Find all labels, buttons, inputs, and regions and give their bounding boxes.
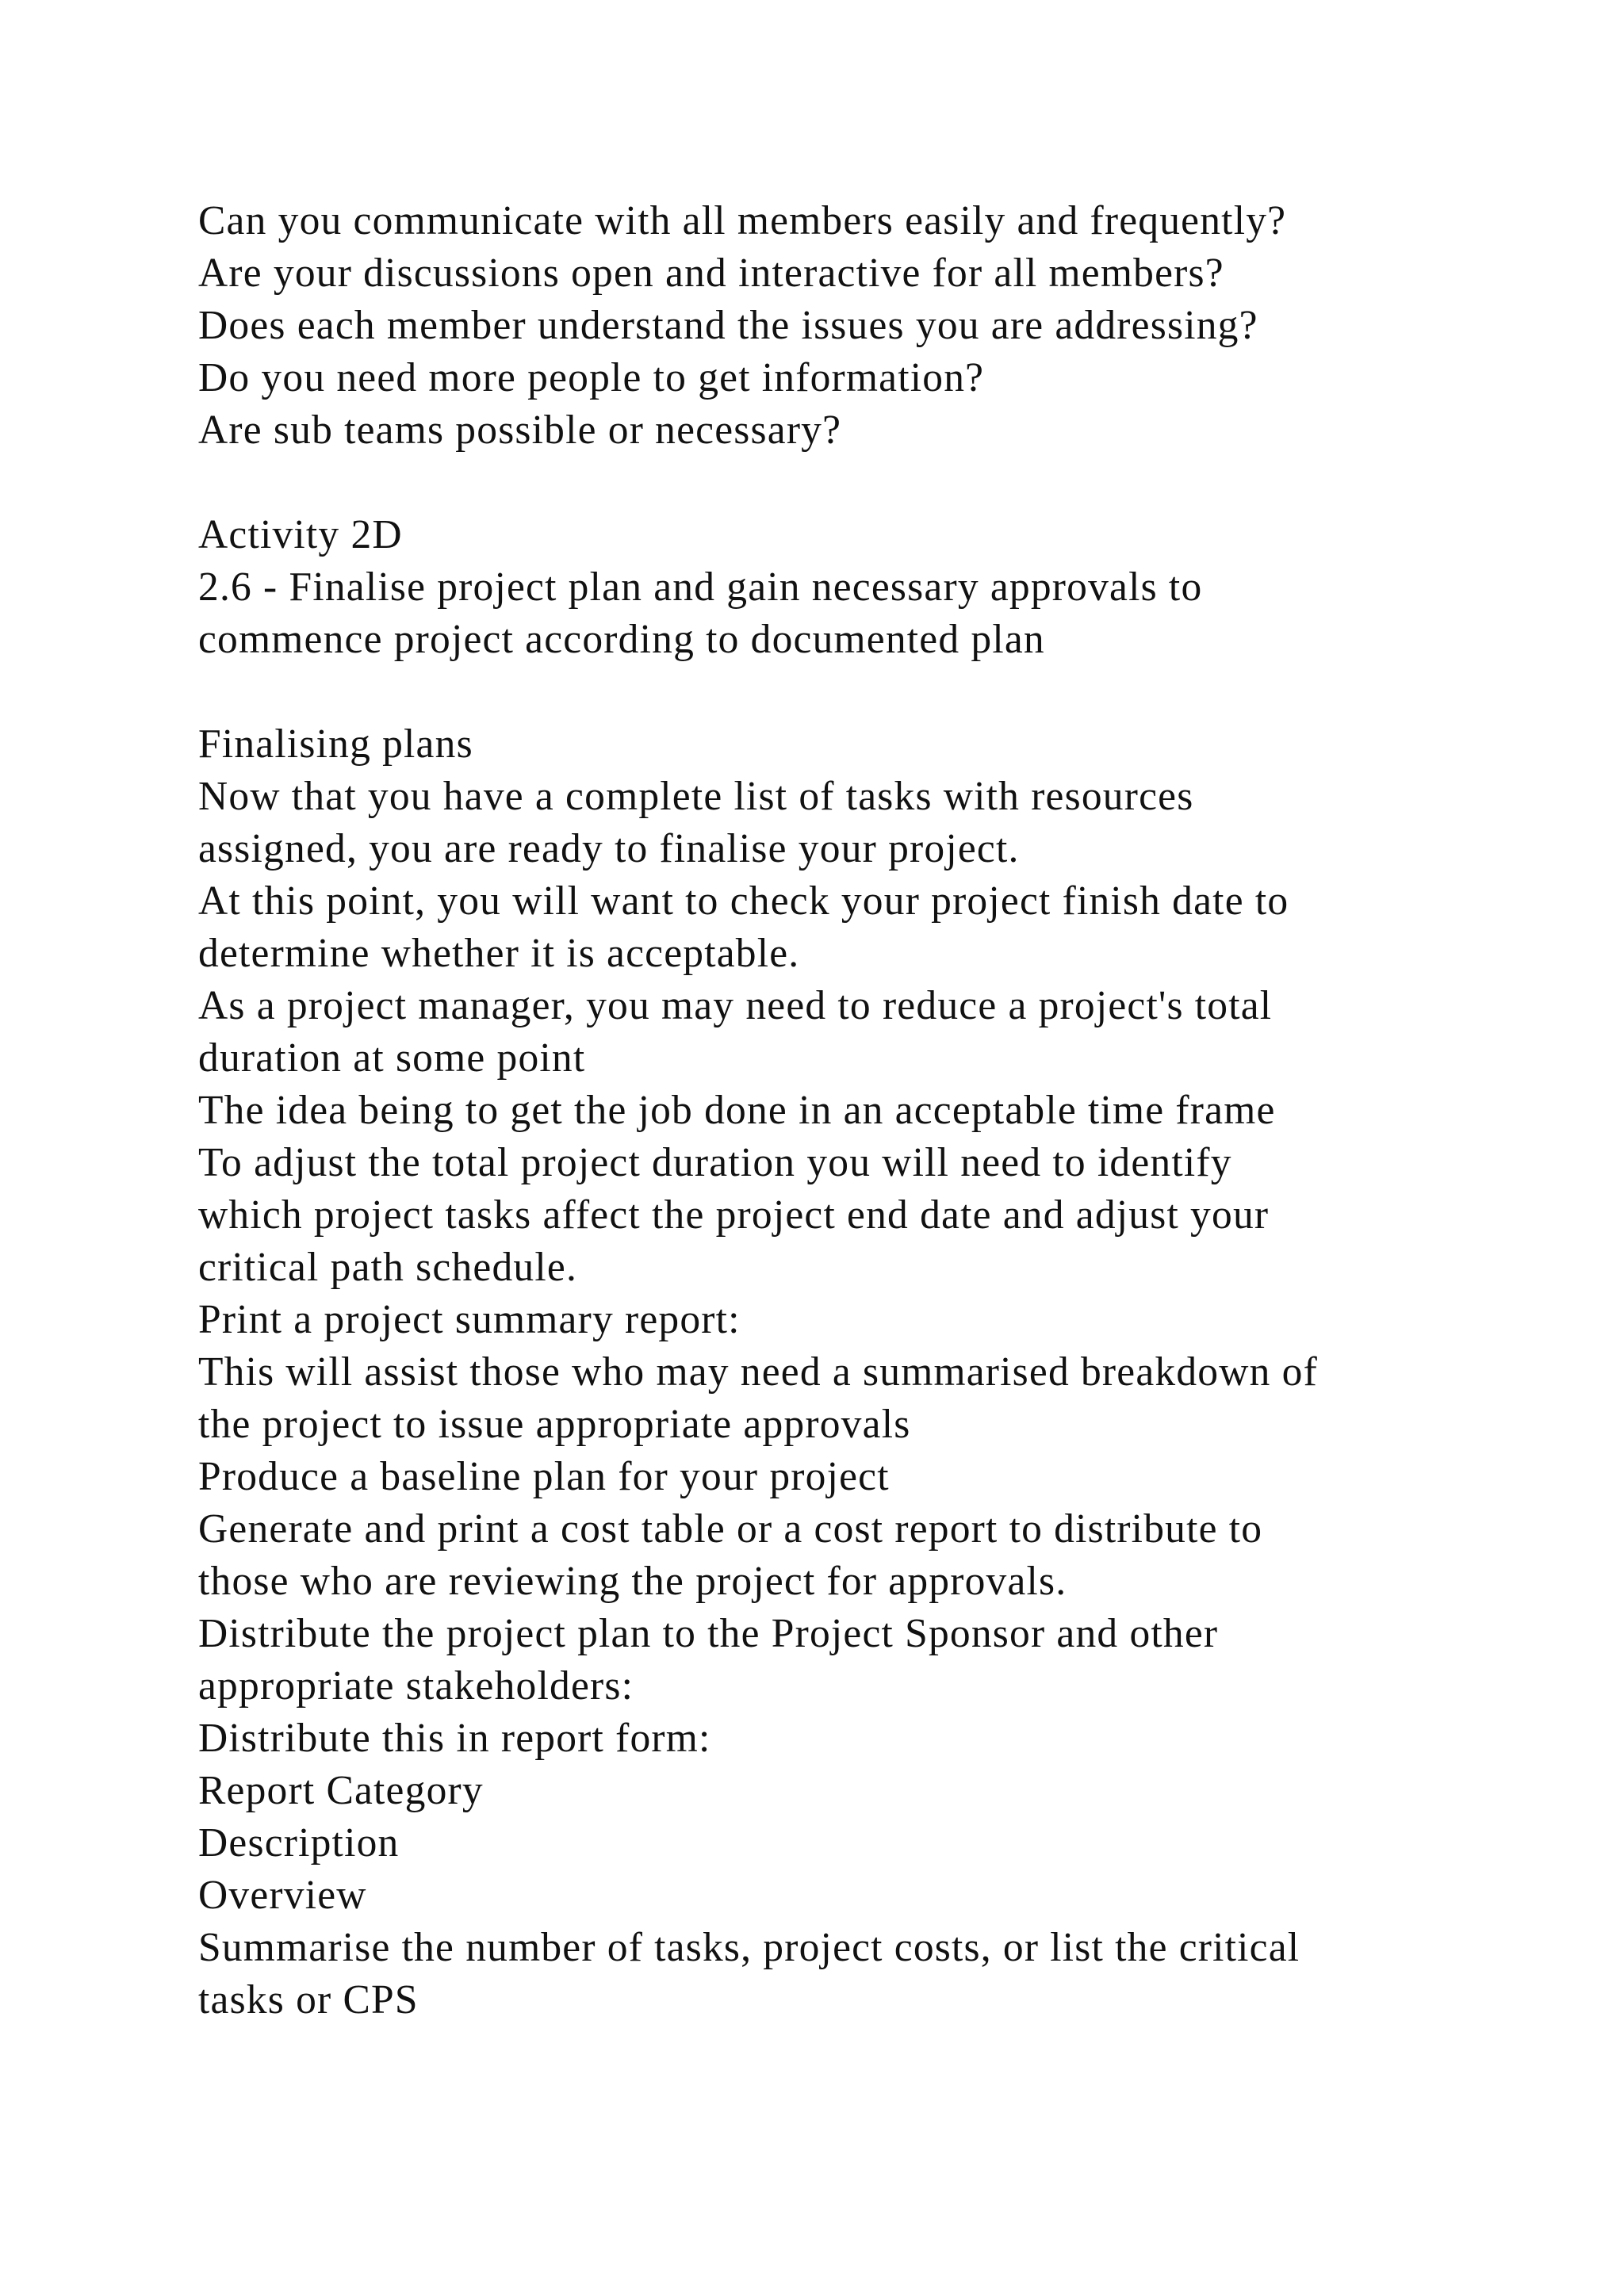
question-line: Are your discussions open and interactive for all members?: [198, 251, 1224, 296]
activity-subtitle: 2.6 - Finalise project plan and gain necessary approvals to: [198, 564, 1203, 610]
section-heading: Finalising plans: [198, 721, 473, 767]
body-line: Generate and print a cost table or a cost report to distribute to: [198, 1506, 1263, 1552]
body-line: As a project manager, you may need to reduce a project's total: [198, 983, 1273, 1028]
question-line: Do you need more people to get information?: [198, 355, 985, 400]
body-line: Print a project summary report:: [198, 1297, 741, 1342]
activity-title: Activity 2D: [198, 512, 403, 557]
body-line: the project to issue appropriate approvals: [198, 1402, 911, 1447]
body-line: assigned, you are ready to finalise your project.: [198, 826, 1020, 871]
question-line: Does each member understand the issues you are addressing?: [198, 303, 1258, 348]
body-line: Distribute this in report form:: [198, 1716, 711, 1761]
question-line: Can you communicate with all members easily and frequently?: [198, 198, 1287, 243]
document-text: [198, 195, 1483, 2026]
body-line: tasks or CPS: [198, 1977, 419, 2022]
body-line: At this point, you will want to check your project finish date to: [198, 878, 1289, 924]
body-line: duration at some point: [198, 1035, 586, 1081]
body-line: Summarise the number of tasks, project costs, or list the critical: [198, 1925, 1300, 1970]
body-line: Now that you have a complete list of tasks with resources: [198, 774, 1194, 819]
body-line: Overview: [198, 1873, 367, 1918]
question-line: Are sub teams possible or necessary?: [198, 408, 842, 453]
body-line: The idea being to get the job done in an acceptable time frame: [198, 1088, 1276, 1133]
body-line: Description: [198, 1820, 400, 1866]
body-line: determine whether it is acceptable.: [198, 931, 800, 976]
body-line: Report Category: [198, 1768, 484, 1813]
body-line: Distribute the project plan to the Project Sponsor and other: [198, 1611, 1219, 1656]
body-line: which project tasks affect the project end date and adjust your: [198, 1192, 1270, 1238]
spacer: [198, 457, 1483, 509]
body-line: Produce a baseline plan for your project: [198, 1454, 890, 1499]
body-line: appropriate stakeholders:: [198, 1663, 634, 1709]
body-line: This will assist those who may need a summarised breakdown of: [198, 1349, 1318, 1395]
body-line: those who are reviewing the project for approvals.: [198, 1559, 1067, 1604]
spacer: [198, 666, 1483, 718]
body-line: critical path schedule.: [198, 1245, 578, 1290]
activity-subtitle: commence project according to documented plan: [198, 617, 1045, 662]
body-line: To adjust the total project duration you will need to identify: [198, 1140, 1232, 1185]
